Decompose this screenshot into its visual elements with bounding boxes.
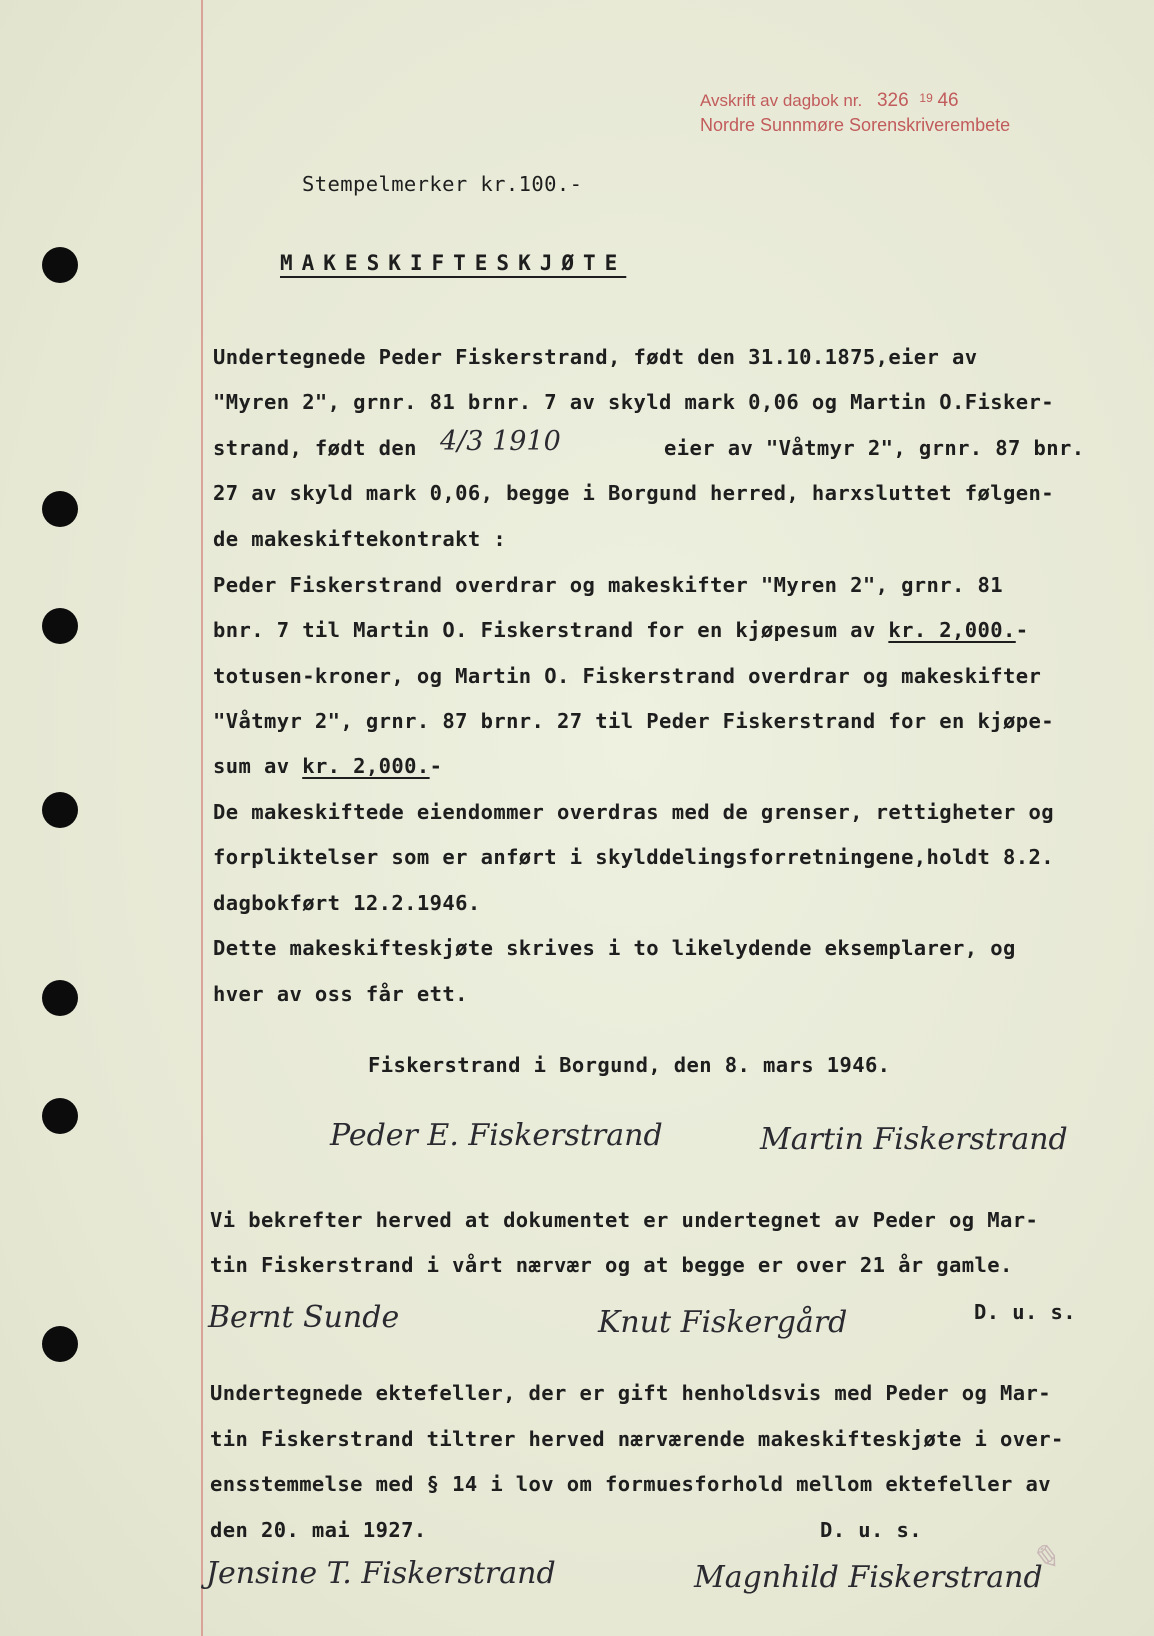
- text-line: De makeskiftede eiendommer overdras med de grenser, rettigheter og: [213, 800, 1054, 824]
- dus-abbreviation: D. u. s.: [974, 1300, 1076, 1324]
- margin-scribble: ✎: [1030, 1538, 1059, 1578]
- signature-witness-1: Bernt Sunde: [208, 1300, 400, 1335]
- registry-stamp-line1: [700, 90, 959, 112]
- text-segment: sum av: [213, 754, 290, 778]
- place-date: Fiskerstrand i Borgund, den 8. mars 1946.: [368, 1053, 891, 1077]
- text-line: "Våtmyr 2", grnr. 87 brnr. 27 til Peder Fiskerstrand for en kjøpe-: [213, 709, 1054, 733]
- text-line: ensstemmelse med § 14 i lov om formuesforhold mellom ektefeller av: [210, 1472, 1051, 1496]
- text-line: eier av "Våtmyr 2", grnr. 87 bnr.: [664, 436, 1085, 460]
- text-line: [213, 436, 417, 460]
- punch-hole: [42, 1098, 78, 1134]
- text-segment: bnr. 7 til Martin O. Fiskerstrand for en kjøpesum av: [213, 618, 876, 642]
- text-segment: -: [1015, 618, 1029, 642]
- text-segment: strand, født den: [213, 436, 417, 460]
- dus-abbreviation: D. u. s.: [820, 1518, 922, 1542]
- text-line: den 20. mai 1927.: [210, 1518, 427, 1542]
- text-line: [213, 754, 442, 778]
- registry-stamp-line2: Nordre Sunnmøre Sorenskriverembete: [700, 115, 1011, 135]
- text-line: "Myren 2", grnr. 81 brnr. 7 av skyld mark 0,06 og Martin O.Fisker-: [213, 390, 1054, 414]
- stamp-fee: Stempelmerker kr.100.-: [302, 172, 583, 196]
- punch-hole: [42, 792, 78, 828]
- margin-rule: [201, 0, 203, 1636]
- signature-magnhild: Magnhild Fiskerstrand: [694, 1560, 1043, 1595]
- text-line: totusen-kroner, og Martin O. Fiskerstrand overdrar og makeskifter: [213, 664, 1042, 688]
- handwritten-birthdate: 4/3 1910: [440, 426, 561, 457]
- signature-martin: Martin Fiskerstrand: [760, 1122, 1068, 1157]
- text-segment: -: [429, 754, 443, 778]
- text-line: hver av oss får ett.: [213, 982, 468, 1006]
- text-line: 27 av skyld mark 0,06, begge i Borgund herred, harxsluttet følgen-: [213, 481, 1054, 505]
- text-line: tin Fiskerstrand tiltrer herved nærværende makeskifteskjøte i over-: [210, 1427, 1064, 1451]
- text-line: Undertegnede Peder Fiskerstrand, født den 31.10.1875,eier av: [213, 345, 978, 369]
- stamp-year-prefix: 19: [919, 91, 933, 105]
- punch-hole: [42, 608, 78, 644]
- signature-jensine: Jensine T. Fiskerstrand: [206, 1556, 556, 1591]
- document-title: MAKESKIFTESKJØTE: [280, 251, 627, 275]
- signature-peder: Peder E. Fiskerstrand: [330, 1118, 663, 1153]
- text-line: forpliktelser som er anført i skylddelingsforretningene,holdt 8.2.: [213, 845, 1054, 869]
- punch-hole: [42, 1326, 78, 1362]
- text-line: Vi bekrefter herved at dokumentet er undertegnet av Peder og Mar-: [210, 1208, 1039, 1232]
- amount: kr. 2,000.: [302, 754, 430, 778]
- text-line: tin Fiskerstrand i vårt nærvær og at begge er over 21 år gamle.: [210, 1253, 1013, 1277]
- punch-hole: [42, 491, 78, 527]
- text-line: Peder Fiskerstrand overdrar og makeskifter "Myren 2", grnr. 81: [213, 573, 1004, 597]
- text-line: [213, 618, 1029, 642]
- punch-hole: [42, 980, 78, 1016]
- signature-witness-2: Knut Fiskergård: [598, 1305, 848, 1340]
- text-line: de makeskiftekontrakt :: [213, 527, 507, 551]
- punch-hole: [42, 247, 78, 283]
- stamp-year-suffix: 46: [937, 90, 959, 111]
- amount: kr. 2,000.: [888, 618, 1016, 642]
- text-line: dagbokført 12.2.1946.: [213, 891, 481, 915]
- text-line: Dette makeskifteskjøte skrives i to likelydende eksemplarer, og: [213, 936, 1016, 960]
- text-line: Undertegnede ektefeller, der er gift henholdsvis med Peder og Mar-: [210, 1381, 1051, 1405]
- stamp-number: 326: [876, 90, 909, 111]
- stamp-prefix: Avskrift av dagbok nr.: [700, 91, 863, 110]
